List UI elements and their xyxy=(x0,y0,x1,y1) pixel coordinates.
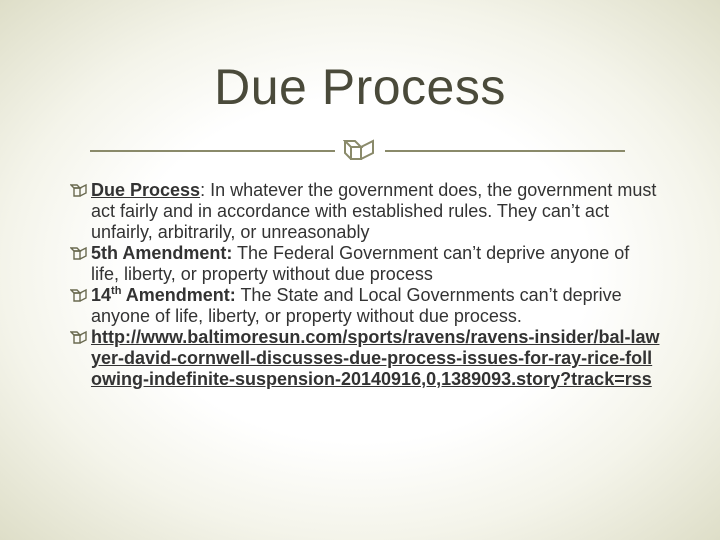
bullet-text: In whatever the government does, the government must act fairly and in accordance with established rules. They can’t act unfairly, arbitrarily, or unreasonably xyxy=(91,180,657,242)
cube-divider-icon xyxy=(343,137,379,163)
bullet-item-due-process xyxy=(70,180,660,243)
term-14th-amendment xyxy=(91,285,236,305)
bullet-item-5th-amendment xyxy=(70,243,660,285)
cube-bullet-icon xyxy=(70,183,87,198)
bullet-text: The Federal Government can’t deprive anyone of life, liberty, or property without due process xyxy=(91,243,630,284)
term-separator: : xyxy=(200,180,206,200)
divider-right xyxy=(385,150,625,152)
cube-bullet-icon xyxy=(70,288,87,303)
bullet-text: The State and Local Governments can’t deprive anyone of life, liberty, or property without due process. xyxy=(91,285,622,326)
term-5th-amendment: 5th Amendment: xyxy=(91,243,233,263)
article-link[interactable]: http://www.baltimoresun.com/sports/ravens/ravens-insider/bal-lawyer-david-cornwell-discusses-due-process-issues-for-ray-rice-following-indefinite-suspension-20140916,0,1389093.story?track=rss xyxy=(91,327,660,389)
cube-bullet-icon xyxy=(70,330,87,345)
bullet-item-14th-amendment xyxy=(70,285,660,327)
divider-left xyxy=(90,150,335,152)
cube-bullet-icon xyxy=(70,246,87,261)
term-due-process: Due Process xyxy=(91,180,201,200)
bullet-item-link xyxy=(70,327,660,390)
bullet-list xyxy=(70,180,660,390)
term-ordinal: th xyxy=(111,285,122,297)
term-rest: Amendment: xyxy=(121,285,236,305)
term-number: 14 xyxy=(91,285,112,305)
slide-title: Due Process xyxy=(214,59,506,115)
